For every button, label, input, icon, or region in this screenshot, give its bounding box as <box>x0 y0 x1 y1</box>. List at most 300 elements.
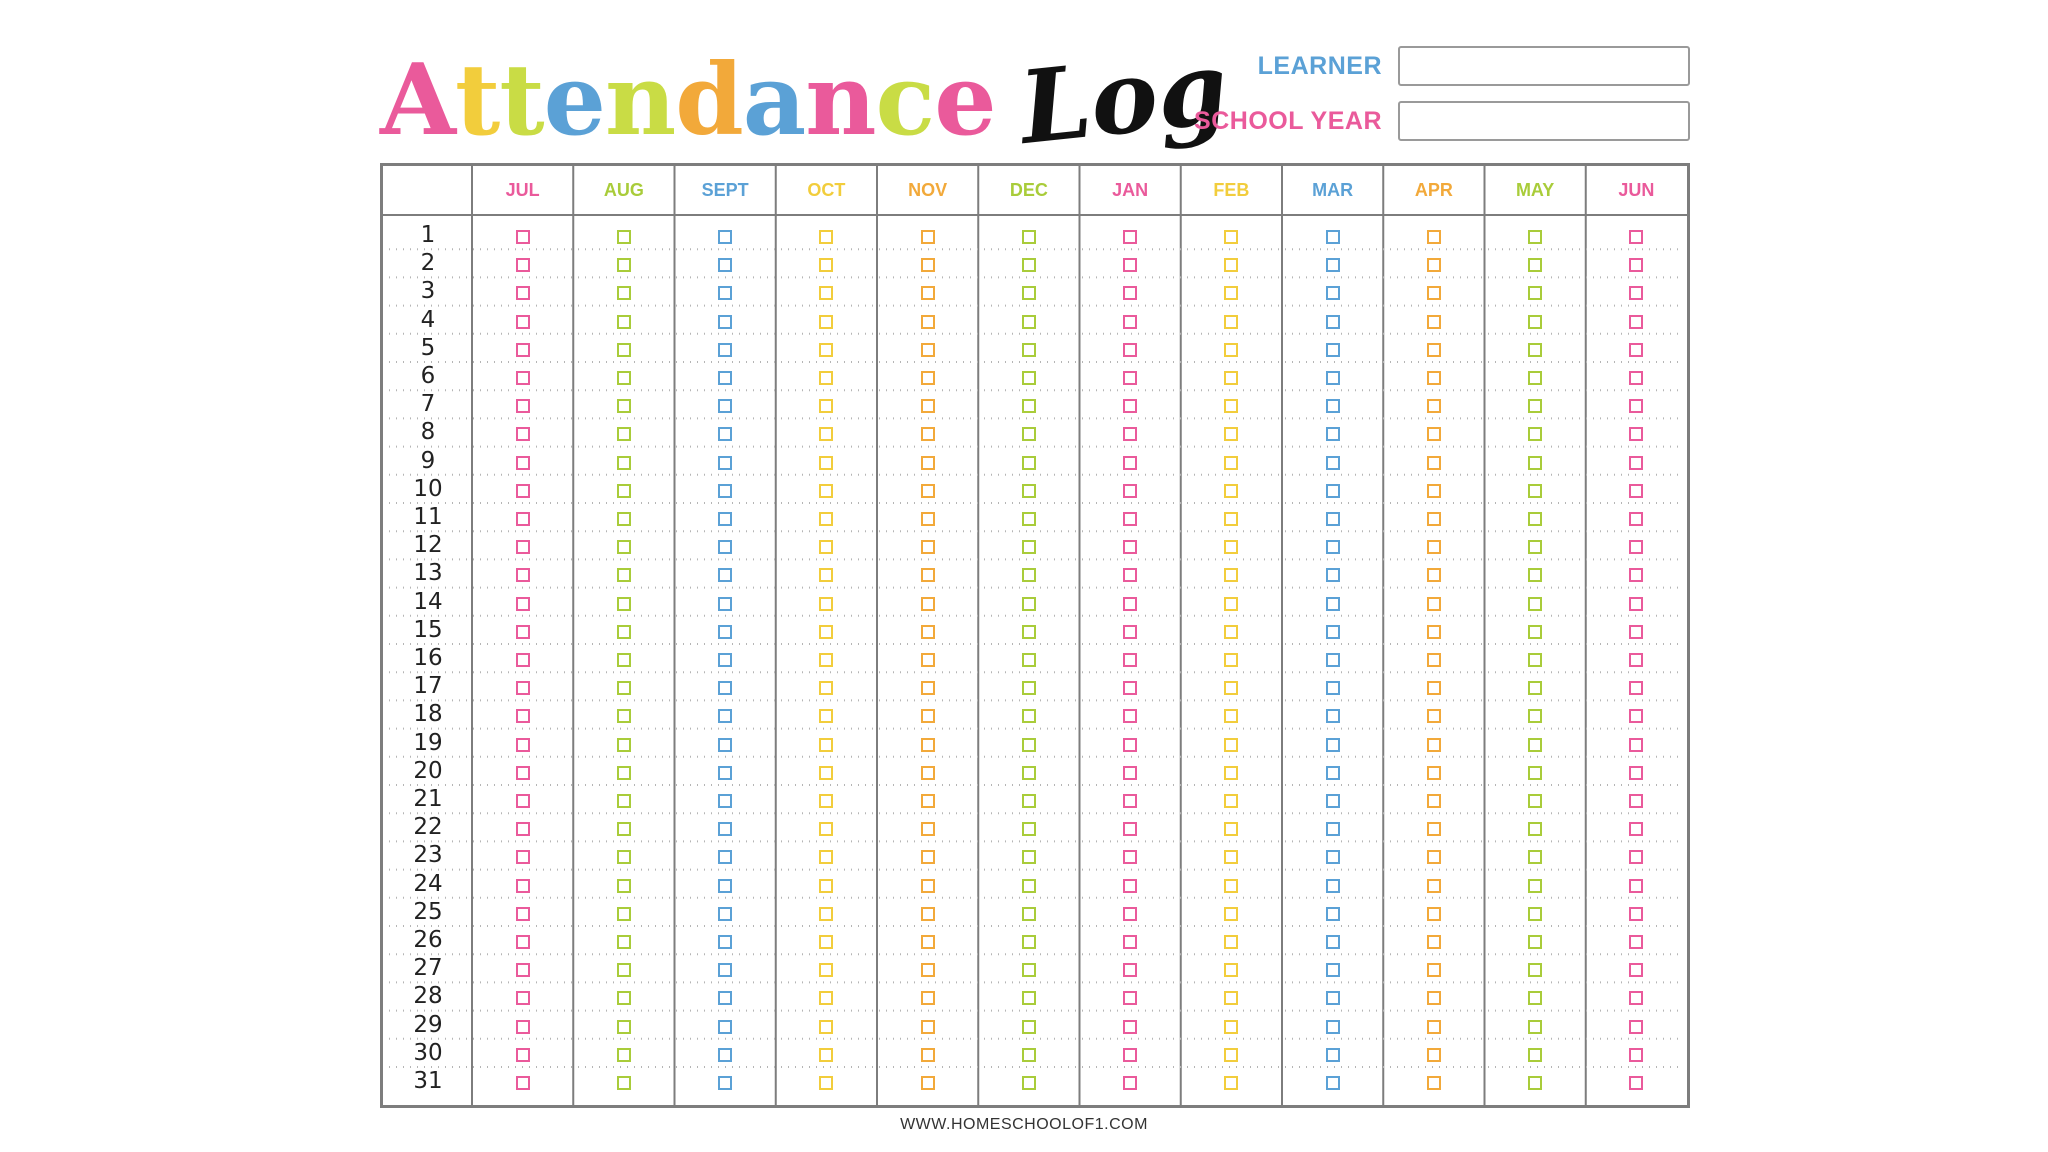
attendance-checkbox[interactable] <box>1326 625 1340 639</box>
attendance-checkbox[interactable] <box>1528 484 1542 498</box>
attendance-checkbox[interactable] <box>1022 738 1036 752</box>
attendance-checkbox[interactable] <box>718 315 732 329</box>
attendance-checkbox[interactable] <box>1224 427 1238 441</box>
attendance-checkbox[interactable] <box>1629 597 1643 611</box>
attendance-checkbox[interactable] <box>1629 1020 1643 1034</box>
attendance-checkbox[interactable] <box>1528 822 1542 836</box>
attendance-checkbox[interactable] <box>516 427 530 441</box>
attendance-checkbox[interactable] <box>1629 512 1643 526</box>
attendance-checkbox[interactable] <box>1528 258 1542 272</box>
attendance-checkbox[interactable] <box>921 1020 935 1034</box>
attendance-checkbox[interactable] <box>1629 371 1643 385</box>
attendance-checkbox[interactable] <box>921 1048 935 1062</box>
attendance-checkbox[interactable] <box>1427 286 1441 300</box>
attendance-checkbox[interactable] <box>1528 963 1542 977</box>
attendance-checkbox[interactable] <box>1022 1048 1036 1062</box>
attendance-checkbox[interactable] <box>1528 399 1542 413</box>
attendance-checkbox[interactable] <box>921 963 935 977</box>
attendance-checkbox[interactable] <box>921 456 935 470</box>
attendance-checkbox[interactable] <box>1528 456 1542 470</box>
attendance-checkbox[interactable] <box>1224 315 1238 329</box>
attendance-checkbox[interactable] <box>1427 258 1441 272</box>
attendance-checkbox[interactable] <box>718 568 732 582</box>
attendance-checkbox[interactable] <box>516 907 530 921</box>
attendance-checkbox[interactable] <box>1326 343 1340 357</box>
attendance-checkbox[interactable] <box>1427 822 1441 836</box>
attendance-checkbox[interactable] <box>1629 456 1643 470</box>
attendance-checkbox[interactable] <box>617 963 631 977</box>
attendance-checkbox[interactable] <box>1123 653 1137 667</box>
attendance-checkbox[interactable] <box>1427 738 1441 752</box>
attendance-checkbox[interactable] <box>617 597 631 611</box>
attendance-checkbox[interactable] <box>1528 343 1542 357</box>
attendance-checkbox[interactable] <box>1123 315 1137 329</box>
attendance-checkbox[interactable] <box>1629 879 1643 893</box>
attendance-checkbox[interactable] <box>718 1048 732 1062</box>
attendance-checkbox[interactable] <box>617 709 631 723</box>
attendance-checkbox[interactable] <box>921 568 935 582</box>
attendance-checkbox[interactable] <box>921 709 935 723</box>
attendance-checkbox[interactable] <box>516 850 530 864</box>
attendance-checkbox[interactable] <box>1022 850 1036 864</box>
attendance-checkbox[interactable] <box>1427 991 1441 1005</box>
attendance-checkbox[interactable] <box>819 371 833 385</box>
attendance-checkbox[interactable] <box>1427 681 1441 695</box>
attendance-checkbox[interactable] <box>1528 371 1542 385</box>
attendance-checkbox[interactable] <box>718 653 732 667</box>
attendance-checkbox[interactable] <box>1123 879 1137 893</box>
attendance-checkbox[interactable] <box>1022 1020 1036 1034</box>
attendance-checkbox[interactable] <box>1629 935 1643 949</box>
attendance-checkbox[interactable] <box>1427 597 1441 611</box>
attendance-checkbox[interactable] <box>617 822 631 836</box>
attendance-checkbox[interactable] <box>1326 371 1340 385</box>
attendance-checkbox[interactable] <box>819 963 833 977</box>
attendance-checkbox[interactable] <box>1224 230 1238 244</box>
attendance-checkbox[interactable] <box>1427 794 1441 808</box>
attendance-checkbox[interactable] <box>1022 963 1036 977</box>
attendance-checkbox[interactable] <box>1224 653 1238 667</box>
attendance-checkbox[interactable] <box>1123 484 1137 498</box>
attendance-checkbox[interactable] <box>819 1048 833 1062</box>
attendance-checkbox[interactable] <box>718 963 732 977</box>
attendance-checkbox[interactable] <box>1123 1048 1137 1062</box>
attendance-checkbox[interactable] <box>516 991 530 1005</box>
attendance-checkbox[interactable] <box>1022 286 1036 300</box>
attendance-checkbox[interactable] <box>1629 738 1643 752</box>
attendance-checkbox[interactable] <box>1427 709 1441 723</box>
attendance-checkbox[interactable] <box>1427 512 1441 526</box>
attendance-checkbox[interactable] <box>1629 343 1643 357</box>
attendance-checkbox[interactable] <box>516 315 530 329</box>
attendance-checkbox[interactable] <box>1022 709 1036 723</box>
attendance-checkbox[interactable] <box>1629 709 1643 723</box>
attendance-checkbox[interactable] <box>819 794 833 808</box>
attendance-checkbox[interactable] <box>1224 343 1238 357</box>
attendance-checkbox[interactable] <box>617 1076 631 1090</box>
attendance-checkbox[interactable] <box>1123 1020 1137 1034</box>
attendance-checkbox[interactable] <box>1326 258 1340 272</box>
attendance-checkbox[interactable] <box>1427 1076 1441 1090</box>
attendance-checkbox[interactable] <box>1326 1076 1340 1090</box>
attendance-checkbox[interactable] <box>718 794 732 808</box>
attendance-checkbox[interactable] <box>819 258 833 272</box>
attendance-checkbox[interactable] <box>1427 963 1441 977</box>
attendance-checkbox[interactable] <box>617 850 631 864</box>
attendance-checkbox[interactable] <box>921 879 935 893</box>
attendance-checkbox[interactable] <box>1224 399 1238 413</box>
attendance-checkbox[interactable] <box>921 653 935 667</box>
attendance-checkbox[interactable] <box>819 850 833 864</box>
attendance-checkbox[interactable] <box>1224 286 1238 300</box>
attendance-checkbox[interactable] <box>1123 794 1137 808</box>
attendance-checkbox[interactable] <box>718 597 732 611</box>
attendance-checkbox[interactable] <box>718 625 732 639</box>
attendance-checkbox[interactable] <box>1022 879 1036 893</box>
attendance-checkbox[interactable] <box>921 597 935 611</box>
attendance-checkbox[interactable] <box>1022 540 1036 554</box>
attendance-checkbox[interactable] <box>617 1048 631 1062</box>
attendance-checkbox[interactable] <box>1629 766 1643 780</box>
attendance-checkbox[interactable] <box>1224 371 1238 385</box>
attendance-checkbox[interactable] <box>921 766 935 780</box>
attendance-checkbox[interactable] <box>1528 1020 1542 1034</box>
attendance-checkbox[interactable] <box>819 512 833 526</box>
attendance-checkbox[interactable] <box>819 597 833 611</box>
attendance-checkbox[interactable] <box>718 1076 732 1090</box>
attendance-checkbox[interactable] <box>516 822 530 836</box>
attendance-checkbox[interactable] <box>1326 286 1340 300</box>
attendance-checkbox[interactable] <box>1528 681 1542 695</box>
attendance-checkbox[interactable] <box>1629 230 1643 244</box>
attendance-checkbox[interactable] <box>1123 343 1137 357</box>
attendance-checkbox[interactable] <box>1326 879 1340 893</box>
attendance-checkbox[interactable] <box>921 399 935 413</box>
attendance-checkbox[interactable] <box>1629 963 1643 977</box>
attendance-checkbox[interactable] <box>1326 597 1340 611</box>
attendance-checkbox[interactable] <box>617 484 631 498</box>
attendance-checkbox[interactable] <box>516 371 530 385</box>
attendance-checkbox[interactable] <box>1629 653 1643 667</box>
attendance-checkbox[interactable] <box>516 766 530 780</box>
attendance-checkbox[interactable] <box>1123 286 1137 300</box>
attendance-checkbox[interactable] <box>1528 850 1542 864</box>
attendance-checkbox[interactable] <box>1022 568 1036 582</box>
attendance-checkbox[interactable] <box>1427 907 1441 921</box>
attendance-checkbox[interactable] <box>1427 1020 1441 1034</box>
attendance-checkbox[interactable] <box>819 286 833 300</box>
attendance-checkbox[interactable] <box>921 343 935 357</box>
attendance-checkbox[interactable] <box>1326 456 1340 470</box>
attendance-checkbox[interactable] <box>1427 399 1441 413</box>
attendance-checkbox[interactable] <box>1123 597 1137 611</box>
attendance-checkbox[interactable] <box>1326 935 1340 949</box>
attendance-checkbox[interactable] <box>617 625 631 639</box>
attendance-checkbox[interactable] <box>819 399 833 413</box>
attendance-checkbox[interactable] <box>1528 286 1542 300</box>
attendance-checkbox[interactable] <box>516 230 530 244</box>
attendance-checkbox[interactable] <box>1326 230 1340 244</box>
attendance-checkbox[interactable] <box>1427 456 1441 470</box>
attendance-checkbox[interactable] <box>1224 1076 1238 1090</box>
attendance-checkbox[interactable] <box>1629 540 1643 554</box>
attendance-checkbox[interactable] <box>1326 484 1340 498</box>
attendance-checkbox[interactable] <box>819 315 833 329</box>
attendance-checkbox[interactable] <box>1326 315 1340 329</box>
attendance-checkbox[interactable] <box>1528 1048 1542 1062</box>
attendance-checkbox[interactable] <box>718 540 732 554</box>
attendance-checkbox[interactable] <box>718 907 732 921</box>
attendance-checkbox[interactable] <box>718 371 732 385</box>
attendance-checkbox[interactable] <box>617 315 631 329</box>
attendance-checkbox[interactable] <box>617 935 631 949</box>
attendance-checkbox[interactable] <box>1022 907 1036 921</box>
attendance-checkbox[interactable] <box>819 427 833 441</box>
attendance-checkbox[interactable] <box>516 794 530 808</box>
attendance-checkbox[interactable] <box>819 1076 833 1090</box>
attendance-checkbox[interactable] <box>819 709 833 723</box>
attendance-checkbox[interactable] <box>1427 484 1441 498</box>
attendance-checkbox[interactable] <box>516 343 530 357</box>
attendance-checkbox[interactable] <box>1528 568 1542 582</box>
attendance-checkbox[interactable] <box>1224 1020 1238 1034</box>
attendance-checkbox[interactable] <box>516 484 530 498</box>
attendance-checkbox[interactable] <box>1224 991 1238 1005</box>
attendance-checkbox[interactable] <box>516 597 530 611</box>
attendance-checkbox[interactable] <box>718 512 732 526</box>
attendance-checkbox[interactable] <box>1326 540 1340 554</box>
attendance-checkbox[interactable] <box>1022 512 1036 526</box>
attendance-checkbox[interactable] <box>819 879 833 893</box>
attendance-checkbox[interactable] <box>921 315 935 329</box>
attendance-checkbox[interactable] <box>1528 935 1542 949</box>
attendance-checkbox[interactable] <box>1224 456 1238 470</box>
attendance-checkbox[interactable] <box>1123 935 1137 949</box>
attendance-checkbox[interactable] <box>617 540 631 554</box>
attendance-checkbox[interactable] <box>1528 625 1542 639</box>
attendance-checkbox[interactable] <box>1123 568 1137 582</box>
attendance-checkbox[interactable] <box>617 258 631 272</box>
attendance-checkbox[interactable] <box>1022 230 1036 244</box>
attendance-checkbox[interactable] <box>617 991 631 1005</box>
attendance-checkbox[interactable] <box>1326 822 1340 836</box>
attendance-checkbox[interactable] <box>1528 766 1542 780</box>
attendance-checkbox[interactable] <box>1022 822 1036 836</box>
attendance-checkbox[interactable] <box>516 625 530 639</box>
attendance-checkbox[interactable] <box>1022 625 1036 639</box>
attendance-checkbox[interactable] <box>617 343 631 357</box>
attendance-checkbox[interactable] <box>1528 230 1542 244</box>
attendance-checkbox[interactable] <box>1022 1076 1036 1090</box>
attendance-checkbox[interactable] <box>516 456 530 470</box>
attendance-checkbox[interactable] <box>1022 766 1036 780</box>
attendance-checkbox[interactable] <box>921 540 935 554</box>
attendance-checkbox[interactable] <box>1022 371 1036 385</box>
attendance-checkbox[interactable] <box>1123 371 1137 385</box>
attendance-checkbox[interactable] <box>1123 399 1137 413</box>
attendance-checkbox[interactable] <box>617 456 631 470</box>
attendance-checkbox[interactable] <box>921 625 935 639</box>
attendance-checkbox[interactable] <box>1629 681 1643 695</box>
attendance-checkbox[interactable] <box>516 738 530 752</box>
attendance-checkbox[interactable] <box>1224 540 1238 554</box>
attendance-checkbox[interactable] <box>1427 766 1441 780</box>
attendance-checkbox[interactable] <box>1224 681 1238 695</box>
attendance-checkbox[interactable] <box>1629 1048 1643 1062</box>
attendance-checkbox[interactable] <box>617 907 631 921</box>
attendance-checkbox[interactable] <box>1629 991 1643 1005</box>
attendance-checkbox[interactable] <box>1123 738 1137 752</box>
attendance-checkbox[interactable] <box>1326 963 1340 977</box>
attendance-checkbox[interactable] <box>1224 484 1238 498</box>
attendance-checkbox[interactable] <box>1123 258 1137 272</box>
attendance-checkbox[interactable] <box>1427 315 1441 329</box>
attendance-checkbox[interactable] <box>819 738 833 752</box>
attendance-checkbox[interactable] <box>1123 963 1137 977</box>
attendance-checkbox[interactable] <box>819 540 833 554</box>
attendance-checkbox[interactable] <box>1224 1048 1238 1062</box>
attendance-checkbox[interactable] <box>1629 568 1643 582</box>
attendance-checkbox[interactable] <box>1629 427 1643 441</box>
attendance-checkbox[interactable] <box>1123 512 1137 526</box>
attendance-checkbox[interactable] <box>1528 794 1542 808</box>
attendance-checkbox[interactable] <box>718 399 732 413</box>
attendance-checkbox[interactable] <box>1629 822 1643 836</box>
attendance-checkbox[interactable] <box>1326 766 1340 780</box>
attendance-checkbox[interactable] <box>1629 850 1643 864</box>
attendance-checkbox[interactable] <box>921 230 935 244</box>
attendance-checkbox[interactable] <box>516 1076 530 1090</box>
attendance-checkbox[interactable] <box>819 343 833 357</box>
attendance-checkbox[interactable] <box>921 991 935 1005</box>
attendance-checkbox[interactable] <box>819 230 833 244</box>
attendance-checkbox[interactable] <box>1022 681 1036 695</box>
attendance-checkbox[interactable] <box>1123 625 1137 639</box>
attendance-checkbox[interactable] <box>1224 794 1238 808</box>
attendance-checkbox[interactable] <box>617 681 631 695</box>
attendance-checkbox[interactable] <box>1427 371 1441 385</box>
attendance-checkbox[interactable] <box>1427 568 1441 582</box>
attendance-checkbox[interactable] <box>516 512 530 526</box>
attendance-checkbox[interactable] <box>819 456 833 470</box>
attendance-checkbox[interactable] <box>1629 625 1643 639</box>
attendance-checkbox[interactable] <box>1427 1048 1441 1062</box>
attendance-checkbox[interactable] <box>1629 907 1643 921</box>
attendance-checkbox[interactable] <box>1326 709 1340 723</box>
attendance-checkbox[interactable] <box>1528 540 1542 554</box>
attendance-checkbox[interactable] <box>1123 427 1137 441</box>
attendance-checkbox[interactable] <box>516 935 530 949</box>
attendance-checkbox[interactable] <box>1022 991 1036 1005</box>
attendance-checkbox[interactable] <box>1528 879 1542 893</box>
attendance-checkbox[interactable] <box>819 822 833 836</box>
attendance-checkbox[interactable] <box>1629 484 1643 498</box>
attendance-checkbox[interactable] <box>617 568 631 582</box>
attendance-checkbox[interactable] <box>1528 512 1542 526</box>
attendance-checkbox[interactable] <box>1528 653 1542 667</box>
attendance-checkbox[interactable] <box>718 766 732 780</box>
attendance-checkbox[interactable] <box>1326 907 1340 921</box>
attendance-checkbox[interactable] <box>718 1020 732 1034</box>
attendance-checkbox[interactable] <box>617 512 631 526</box>
attendance-checkbox[interactable] <box>516 879 530 893</box>
attendance-checkbox[interactable] <box>1528 597 1542 611</box>
attendance-checkbox[interactable] <box>516 963 530 977</box>
attendance-checkbox[interactable] <box>921 738 935 752</box>
attendance-checkbox[interactable] <box>819 625 833 639</box>
attendance-checkbox[interactable] <box>1326 738 1340 752</box>
attendance-checkbox[interactable] <box>1326 512 1340 526</box>
attendance-checkbox[interactable] <box>819 991 833 1005</box>
attendance-checkbox[interactable] <box>1528 907 1542 921</box>
attendance-checkbox[interactable] <box>819 907 833 921</box>
attendance-checkbox[interactable] <box>1224 597 1238 611</box>
attendance-checkbox[interactable] <box>516 568 530 582</box>
attendance-checkbox[interactable] <box>1224 709 1238 723</box>
attendance-checkbox[interactable] <box>516 653 530 667</box>
attendance-checkbox[interactable] <box>617 1020 631 1034</box>
attendance-checkbox[interactable] <box>1326 991 1340 1005</box>
attendance-checkbox[interactable] <box>1123 540 1137 554</box>
attendance-checkbox[interactable] <box>1022 427 1036 441</box>
attendance-checkbox[interactable] <box>1123 709 1137 723</box>
attendance-checkbox[interactable] <box>1629 315 1643 329</box>
attendance-checkbox[interactable] <box>1427 653 1441 667</box>
attendance-checkbox[interactable] <box>718 456 732 470</box>
attendance-checkbox[interactable] <box>1427 850 1441 864</box>
attendance-checkbox[interactable] <box>921 794 935 808</box>
attendance-checkbox[interactable] <box>1123 1076 1137 1090</box>
attendance-checkbox[interactable] <box>819 681 833 695</box>
attendance-checkbox[interactable] <box>718 230 732 244</box>
attendance-checkbox[interactable] <box>718 879 732 893</box>
attendance-checkbox[interactable] <box>1528 709 1542 723</box>
attendance-checkbox[interactable] <box>921 286 935 300</box>
attendance-checkbox[interactable] <box>1224 850 1238 864</box>
attendance-checkbox[interactable] <box>921 427 935 441</box>
attendance-checkbox[interactable] <box>1326 850 1340 864</box>
attendance-checkbox[interactable] <box>718 258 732 272</box>
attendance-checkbox[interactable] <box>516 1048 530 1062</box>
attendance-checkbox[interactable] <box>718 850 732 864</box>
attendance-checkbox[interactable] <box>516 399 530 413</box>
attendance-checkbox[interactable] <box>1022 597 1036 611</box>
attendance-checkbox[interactable] <box>1022 653 1036 667</box>
attendance-checkbox[interactable] <box>1427 540 1441 554</box>
attendance-checkbox[interactable] <box>718 427 732 441</box>
attendance-checkbox[interactable] <box>617 738 631 752</box>
attendance-checkbox[interactable] <box>921 822 935 836</box>
attendance-checkbox[interactable] <box>921 484 935 498</box>
attendance-checkbox[interactable] <box>1022 399 1036 413</box>
attendance-checkbox[interactable] <box>819 484 833 498</box>
attendance-checkbox[interactable] <box>718 935 732 949</box>
attendance-checkbox[interactable] <box>1224 879 1238 893</box>
attendance-checkbox[interactable] <box>718 484 732 498</box>
attendance-checkbox[interactable] <box>819 568 833 582</box>
attendance-checkbox[interactable] <box>1326 794 1340 808</box>
attendance-checkbox[interactable] <box>1224 907 1238 921</box>
attendance-checkbox[interactable] <box>1326 399 1340 413</box>
attendance-checkbox[interactable] <box>617 371 631 385</box>
attendance-checkbox[interactable] <box>1528 427 1542 441</box>
attendance-checkbox[interactable] <box>1123 230 1137 244</box>
attendance-checkbox[interactable] <box>1224 935 1238 949</box>
attendance-checkbox[interactable] <box>921 681 935 695</box>
attendance-checkbox[interactable] <box>1022 343 1036 357</box>
attendance-checkbox[interactable] <box>1326 427 1340 441</box>
attendance-checkbox[interactable] <box>819 935 833 949</box>
